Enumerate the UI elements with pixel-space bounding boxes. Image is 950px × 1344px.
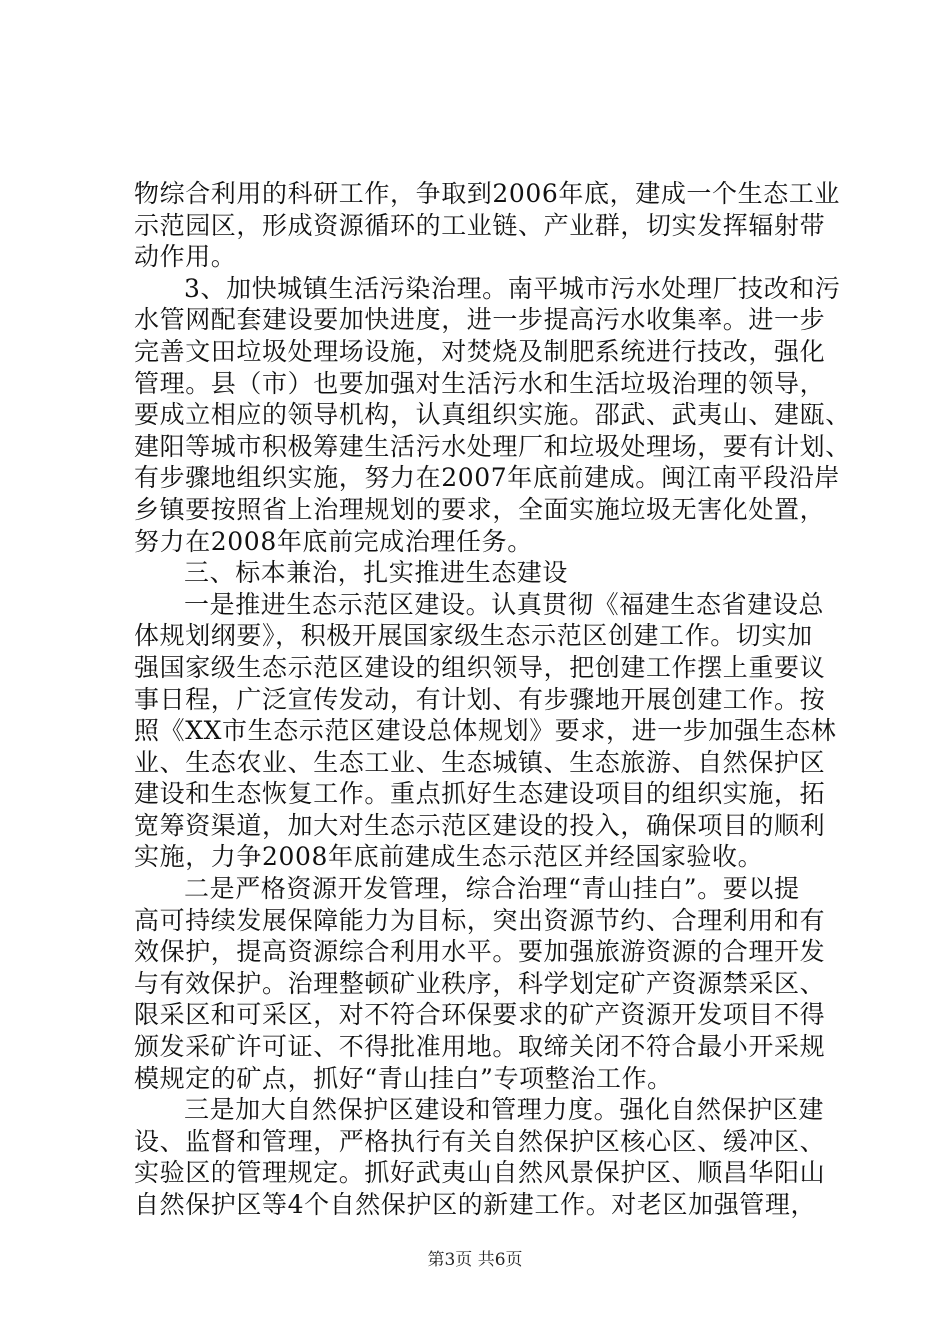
text-line: 实验区的管理规定。抓好武夷山自然风景保护区、顺昌华阳山 — [134, 1158, 826, 1188]
text-line: 三、标本兼治，扎实推进生态建设 — [184, 558, 569, 588]
text-line: 3、加快城镇生活污染治理。南平城市污水处理厂技改和污 — [184, 273, 841, 303]
text-line: 颁发采矿许可证、不得批准用地。取缔关闭不符合最小开采规 — [134, 1032, 826, 1062]
text-line: 业、生态农业、生态工业、生态城镇、生态旅游、自然保护区 — [134, 747, 826, 777]
text-line: 乡镇要按照省上治理规划的要求，全面实施垃圾无害化处置， — [134, 494, 826, 524]
text-line: 高可持续发展保障能力为目标，突出资源节约、合理利用和有 — [134, 905, 826, 935]
text-line: 宽筹资渠道，加大对生态示范区建设的投入，确保项目的顺利 — [134, 810, 826, 840]
text-line: 一是推进生态示范区建设。认真贯彻《福建生态省建设总 — [184, 589, 825, 619]
text-line: 强国家级生态示范区建设的组织领导，把创建工作摆上重要议 — [134, 652, 826, 682]
text-line: 建阳等城市积极筹建生活污水处理厂和垃圾处理场，要有计划、 — [134, 431, 851, 461]
text-line: 模规定的矿点，抓好“青山挂白”专项整治工作。 — [134, 1063, 673, 1093]
text-line: 要成立相应的领导机构，认真组织实施。邵武、武夷山、建瓯、 — [134, 400, 851, 430]
body-text — [134, 178, 851, 1221]
text-line: 与有效保护。治理整顿矿业秩序，科学划定矿产资源禁采区、 — [134, 968, 826, 998]
text-line: 建设和生态恢复工作。重点抓好生态建设项目的组织实施，拓 — [134, 779, 826, 809]
text-line: 设、监督和管理，严格执行有关自然保护区核心区、缓冲区、 — [134, 1126, 826, 1156]
text-line: 水管网配套建设要加快进度，进一步提高污水收集率。进一步 — [134, 305, 826, 335]
text-line: 限采区和可采区，对不符合环保要求的矿产资源开发项目不得 — [134, 1000, 826, 1030]
text-line: 事日程，广泛宣传发动，有计划、有步骤地开展创建工作。按 — [134, 684, 826, 714]
text-line: 实施，力争2008年底前建成生态示范区并经国家验收。 — [134, 842, 764, 872]
text-line: 完善文田垃圾处理场设施，对焚烧及制肥系统进行技改，强化 — [134, 336, 826, 366]
text-line: 体规划纲要》，积极开展国家级生态示范区创建工作。切实加 — [134, 621, 813, 651]
page-footer: 第3页 共6页 — [427, 1250, 523, 1270]
text-line: 动作用。 — [134, 242, 237, 272]
text-line: 努力在2008年底前完成治理任务。 — [134, 526, 533, 556]
text-line: 照《XX市生态示范区建设总体规划》要求，进一步加强生态林 — [134, 716, 837, 746]
text-line: 二是严格资源开发管理，综合治理“青山挂白”。要以提 — [184, 874, 800, 904]
text-line: 管理。县（市）也要加强对生活污水和生活垃圾治理的领导， — [134, 368, 826, 398]
text-line: 有步骤地组织实施，努力在2007年底前建成。闽江南平段沿岸 — [134, 463, 841, 493]
text-line: 三是加大自然保护区建设和管理力度。强化自然保护区建 — [184, 1095, 825, 1125]
text-line: 效保护，提高资源综合利用水平。要加强旅游资源的合理开发 — [134, 937, 826, 967]
text-line: 自然保护区等4个自然保护区的新建工作。对老区加强管理， — [134, 1190, 817, 1219]
text-line: 物综合利用的科研工作，争取到2006年底，建成一个生态工业 — [134, 179, 841, 208]
text-line: 示范园区，形成资源循环的工业链、产业群，切实发挥辐射带 — [134, 210, 826, 240]
